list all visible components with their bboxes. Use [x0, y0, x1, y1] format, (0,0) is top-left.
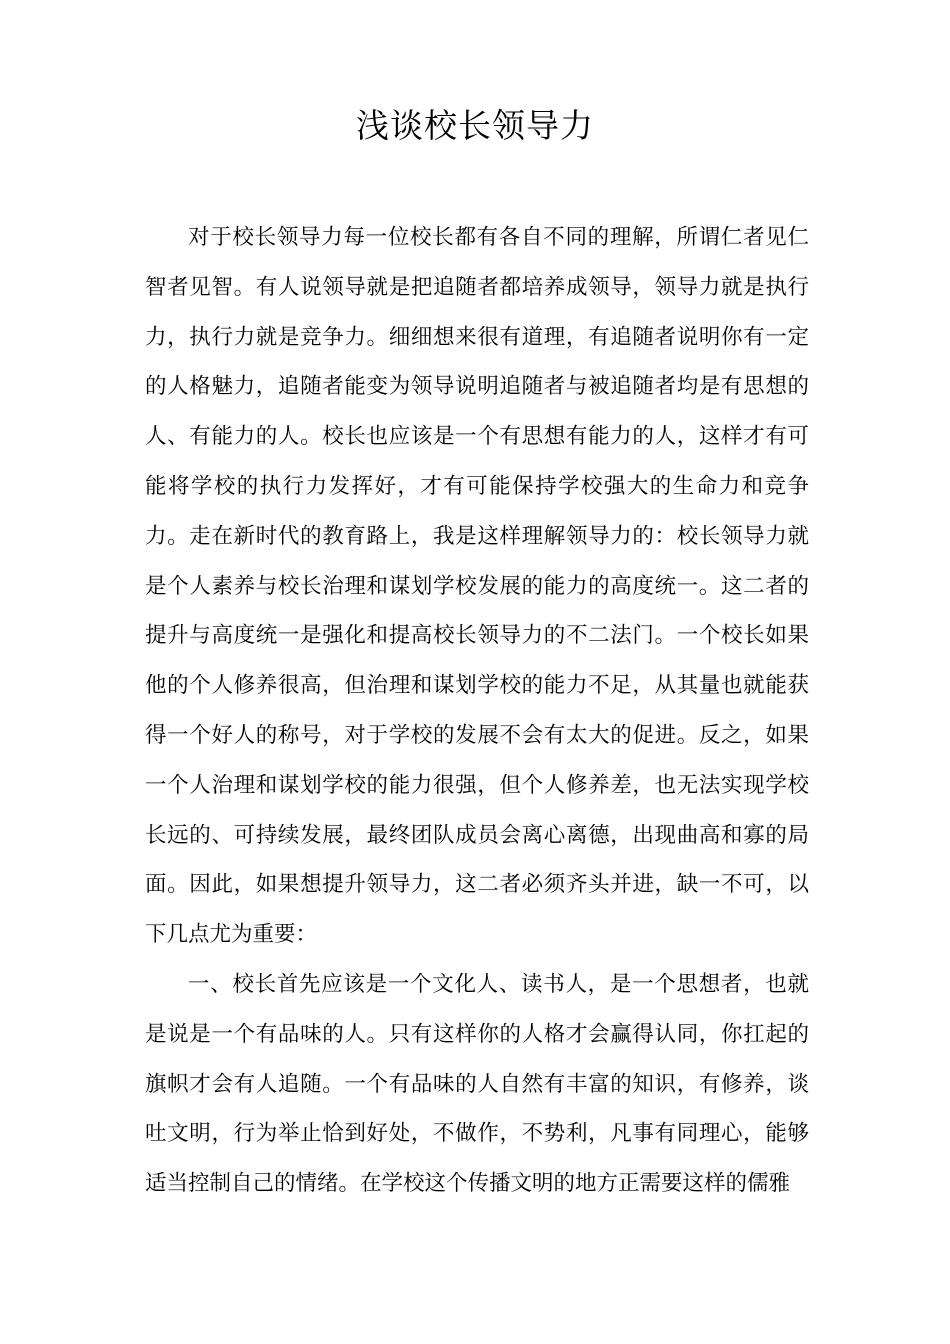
paragraph-point-one: 一、校长首先应该是一个文化人、读书人，是一个思想者，也就是说是一个有品味的人。只有这样你的人格才会赢得认同，你扛起的旗帜才会有人追随。一个有品味的人自然有丰富的知识，有修养，谈吐文明，行为举止恰到好处，不做作，不势利，凡事有同理心，能够适当控制自己的情绪。在学校这个传播文明的地方正需要这样的儒雅	[145, 971, 809, 1197]
paragraph-intro: 对于校长领导力每一位校长都有各自不同的理解，所谓仁者见仁智者见智。有人说领导就是把追随者都培养成领导，领导力就是执行力，执行力就是竞争力。细细想来很有道理，有追随者说明你有一定的人格魅力，追随者能变为领导说明追随者与被追随者均是有思想的人、有能力的人。校长也应该是一个有思想有能力的人，这样才有可能将学校的执行力发挥好，才有可能保持学校强大的生命力和竞争力。走在新时代的教育路上，我是这样理解领导力的：校长领导力就是个人素养与校长治理和谋划学校发展的能力的高度统一。这二者的提升与高度统一是强化和提高校长领导力的不二法门。一个校长如果他的个人修养很高，但治理和谋划学校的能力不足，从其量也就能获得一个好人的称号，对于学校的发展不会有太大的促进。反之，如果一个人治理和谋划学校的能力很强，但个人修养差，也无法实现学校长远的、可持续发展，最终团队成员会离心离德，出现曲高和寡的局面。因此，如果想提升领导力，这二者必须齐头并进，缺一不可，以下几点尤为重要：	[145, 225, 809, 948]
document-title: 浅谈校长领导力	[356, 106, 594, 145]
document-body	[145, 213, 809, 1209]
